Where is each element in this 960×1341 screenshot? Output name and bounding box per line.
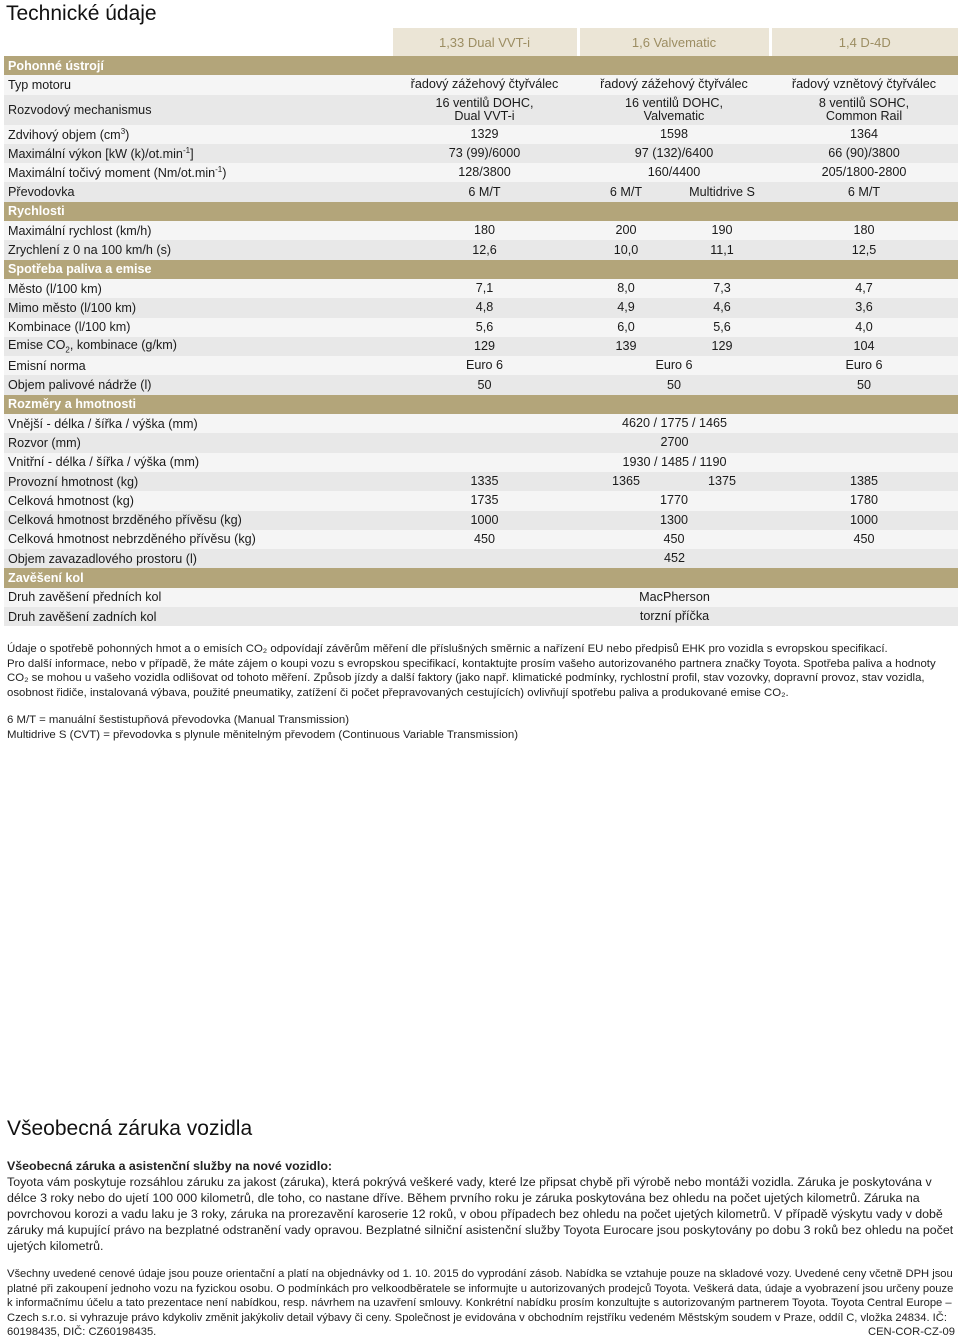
document-code: CEN-COR-CZ-09 bbox=[867, 1326, 955, 1339]
engine-header-3: 1,4 D-4D bbox=[770, 28, 958, 56]
section-fuel: Spotřeba paliva a emise bbox=[4, 260, 958, 279]
note-2: Pro další informace, nebo v případě, že máte zájem o koupi vozu s evropskou specifikací, kontaktujte prosím vašeho autorizovaného partnera značky Toyota. Spotřeba paliva a hodnoty CO₂ se mohou u vašeho vozidla odlišovat od tohoto měření. Způsob jízdy a další faktory (jako např. klimatické podmínky, rychlostní profil, stav vozovky, dopravní provoz, stav vozidla, osobnost řidiče, instalovaná výbava, použité pneumatiky, zatížení či počet přepravovaných cestujících) ovlivňují spotřebu paliva a produkované emise CO₂. bbox=[7, 657, 936, 699]
row-rear-suspension: Druh zavěšení zadních kol torzní příčka bbox=[4, 607, 958, 626]
warranty-heading: Všeobecná záruka a asistenční služby na nové vozidlo: bbox=[7, 1159, 333, 1173]
engine-header-1: 1,33 Dual VVT-i bbox=[391, 28, 578, 56]
row-exterior: Vnější - délka / šířka / výška (mm) 4620 / 1775 / 1465 bbox=[4, 414, 958, 433]
row-city: Město (l/100 km) 7,1 8,0 7,3 4,7 bbox=[4, 279, 958, 298]
warranty-section bbox=[7, 1158, 955, 1254]
spec-table bbox=[4, 28, 958, 626]
row-valvetrain: Rozvodový mechanismus 16 ventilů DOHC, Dual VVT-i 16 ventilů DOHC, Valvematic 8 ventilů SOHC, Common Rail bbox=[4, 95, 958, 125]
row-emission-norm: Emisní norma Euro 6 Euro 6 Euro 6 bbox=[4, 356, 958, 375]
abbr-mt: 6 M/T = manuální šestistupňová převodovka (Manual Transmission) bbox=[7, 714, 349, 726]
row-engine-type: Typ motoru řadový zážehový čtyřválec řadový zážehový čtyřválec řadový vznětový čtyřválec bbox=[4, 75, 958, 94]
footer-disclaimer bbox=[7, 1267, 955, 1340]
row-torque: Maximální točivý moment $(Nm/ot.\min^{-1})$ 128/3800 160/4400 205/1800-2800 bbox=[4, 163, 958, 182]
row-accel: Zrychlení z 0 na 100 km/h (s) 12,6 10,0 11,1 12,5 bbox=[4, 240, 958, 259]
row-luggage: Objem zavazadlového prostoru (l) 452 bbox=[4, 549, 958, 568]
row-extra-urban: Mimo město (l/100 km) 4,8 4,9 4,6 3,6 bbox=[4, 298, 958, 317]
row-co2: Emise $CO_2$, kombinace (g/km) 129 139 129 104 bbox=[4, 337, 958, 356]
section-powertrain: Pohonné ústrojí bbox=[4, 56, 958, 75]
consumption-notes bbox=[7, 642, 953, 700]
abbreviations bbox=[7, 713, 518, 742]
section-dimensions: Rozměry a hmotnosti bbox=[4, 395, 958, 414]
abbr-cvt: Multidrive S (CVT) = převodovka s plynule měnitelným převodem (Continuous Variable Transmission) bbox=[7, 728, 518, 741]
row-interior: Vnitřní - délka / šířka / výška (mm) 1930 / 1485 / 1190 bbox=[4, 453, 958, 472]
row-unbraked-trailer: Celková hmotnost nebrzděného přívěsu (kg) 450 450 450 bbox=[4, 530, 958, 549]
warranty-title: Všeobecná záruka vozidla bbox=[7, 1117, 253, 1140]
row-gearbox: Převodovka 6 M/T 6 M/T Multidrive S 6 M/T bbox=[4, 182, 958, 201]
engine-header-2: 1,6 Valvematic bbox=[578, 28, 770, 56]
row-power: Maximální výkon [kW $(k)/ot.\min^{-1}$] 73 (99)/6000 97 (132)/6400 66 (90)/3800 bbox=[4, 144, 958, 163]
footer-text: Všechny uvedené cenové údaje jsou pouze orientační a platí na objednávky od 1. 10. 2015 do vyprodání zásob. Nabídka se vztahuje pouze na skladové vozy. Uvedené ceny včetně DPH jsou platné při zakoupení jednoho vozu na fyzickou osobu. O podmínkách pro velkoodběratele se informujte u autorizovaných prodejců Toyota. Veškerá data, údaje a vyobrazení jsou určeny pouze k informačnímu účelu a tato prezentace není nabídkou, resp. návrhem na uzavření smlouvy. Konkrétní nabídku prosím konzultujte s autorizovaným partnerem Toyota. Toyota Central Europe – Czech s.r.o. si vyhrazuje právo kdykoliv změnit jakýkoliv detail výbavy či ceny. Společnost je evidována v obchodním rejstříku vedeném Městským soudem v Praze, oddíl C, vložka 24834. IČ: 60198435, DIČ: CZ60198435. bbox=[7, 1268, 954, 1339]
row-curb-weight: Provozní hmotnost (kg) 1335 1365 1375 1385 bbox=[4, 472, 958, 491]
row-tank: Objem palivové nádrže (l) 50 50 50 bbox=[4, 375, 958, 394]
row-gross-weight: Celková hmotnost (kg) 1735 1770 1780 bbox=[4, 491, 958, 510]
section-speed: Rychlosti bbox=[4, 202, 958, 221]
section-suspension: Zavěšení kol bbox=[4, 568, 958, 587]
row-front-suspension: Druh zavěšení předních kol MacPherson bbox=[4, 588, 958, 607]
row-vmax: Maximální rychlost (km/h) 180 200 190 180 bbox=[4, 221, 958, 240]
row-wheelbase: Rozvor (mm) 2700 bbox=[4, 433, 958, 452]
page-title: Technické údaje bbox=[6, 2, 157, 25]
row-displacement: Zdvihový objem $(cm^3)$ 1329 1598 1364 bbox=[4, 125, 958, 144]
engine-header-row bbox=[4, 28, 958, 56]
note-1: Údaje o spotřebě pohonných hmot a o emisích CO₂ odpovídají závěrům měření dle příslušných směrnic a nařízení EU nebo předpisů EHK pro vozidla s evropskou specifikací. bbox=[7, 643, 888, 655]
row-braked-trailer: Celková hmotnost brzděného přívěsu (kg) 1000 1300 1000 bbox=[4, 511, 958, 530]
warranty-text: Toyota vám poskytuje rozsáhlou záruku za jakost (záruka), která pokrývá veškeré vady, které lze připsat chybě při výrobě nebo montáži vozidla. Záruka je poskytována v délce 3 roky nebo do ujetí 100 000 kilometrů, dle toho, co nastane dříve. Během prvního roku je záruka poskytována bez ohledu na počet ujetých kilometrů. Záruka na povrchovou korozi a vadu laku je 3 roky, záruka na prorezavění karoserie 12 roků, v obou případech bez ohledu na počet ujetých kilometrů. V případě výskytu vady v době záruky má kupující právo na bezplatné odstranění vady opravou. Bezplatné silniční asistenční služby Toyota Eurocare jsou poskytovány po dobu 3 roků bez ohledu na počet ujetých kilometrů. bbox=[7, 1175, 954, 1253]
row-combined: Kombinace (l/100 km) 5,6 6,0 5,6 4,0 bbox=[4, 318, 958, 337]
